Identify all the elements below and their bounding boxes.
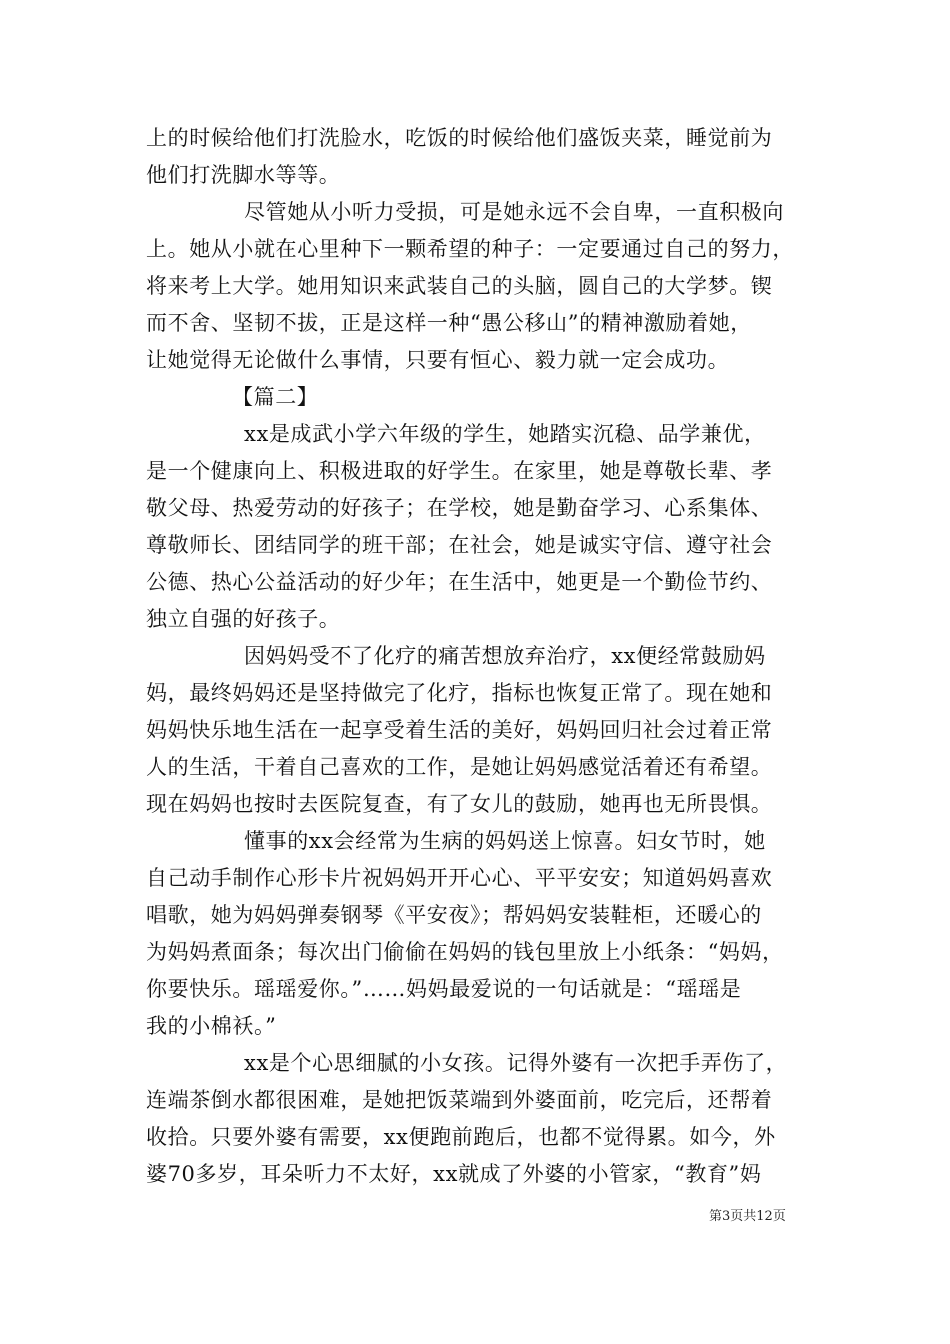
text-line: 唱歌，她为妈妈弹奏钢琴《平安夜》；帮妈妈安装鞋柜，还暖心的	[146, 903, 762, 927]
text-line: 妈，最终妈妈还是坚持做完了化疗，指标也恢复正常了。现在她和	[146, 681, 773, 705]
text-line: 婆70多岁，耳朵听力不太好，xx就成了外婆的小管家，“教育”妈	[146, 1162, 762, 1186]
text-line: 现在妈妈也按时去医院复查，有了女儿的鼓励，她再也无所畏惧。	[146, 792, 773, 816]
text-line: xx是成武小学六年级的学生，她踏实沉稳、品学兼优，	[244, 422, 766, 446]
section-heading: 【篇二】	[232, 385, 319, 409]
text-line: 而不舍、坚韧不拔，正是这样一种“愚公移山”的精神激励着她，	[146, 311, 752, 335]
text-line: 妈妈快乐地生活在一起享受着生活的美好，妈妈回归社会过着正常	[146, 718, 773, 742]
text-line: 尊敬师长、团结同学的班干部；在社会，她是诚实守信、遵守社会	[146, 533, 773, 557]
text-line: 人的生活，干着自己喜欢的工作，是她让妈妈感觉活着还有希望。	[146, 755, 773, 779]
text-line: 是一个健康向上、积极进取的好学生。在家里，她是尊敬长辈、孝	[146, 459, 773, 483]
text-line: 自己动手制作心形卡片祝妈妈开开心心、平平安安；知道妈妈喜欢	[146, 866, 773, 890]
text-line: xx是个心思细腻的小女孩。记得外婆有一次把手弄伤了，	[244, 1051, 788, 1075]
text-line: 我的小棉袄。”	[146, 1014, 277, 1038]
text-line: 尽管她从小听力受损，可是她永远不会自卑，一直积极向	[244, 200, 784, 224]
text-line: 独立自强的好孩子。	[146, 607, 341, 631]
text-line: 上的时候给他们打洗脸水，吃饭的时候给他们盛饭夹菜，睡觉前为	[146, 126, 773, 150]
text-line: 让她觉得无论做什么事情，只要有恒心、毅力就一定会成功。	[146, 348, 730, 372]
page-number-footer: 第3页共12页	[709, 1209, 786, 1224]
text-line: 懂事的xx会经常为生病的妈妈送上惊喜。妇女节时，她	[244, 829, 766, 853]
text-line: 因妈妈受不了化疗的痛苦想放弃治疗，xx便经常鼓励妈	[244, 644, 766, 668]
text-line: 为妈妈煮面条；每次出门偷偷在妈妈的钱包里放上小纸条：“妈妈，	[146, 940, 784, 964]
text-line: 公德、热心公益活动的好少年；在生活中，她更是一个勤俭节约、	[146, 570, 773, 594]
text-line: 收拾。只要外婆有需要，xx便跑前跑后，也都不觉得累。如今，外	[146, 1125, 776, 1149]
text-line: 将来考上大学。她用知识来武装自己的头脑，圆自己的大学梦。锲	[146, 274, 773, 298]
text-line: 连端茶倒水都很困难，是她把饭菜端到外婆面前，吃完后，还帮着	[146, 1088, 773, 1112]
text-line: 你要快乐。瑶瑶爱你。”……妈妈最爱说的一句话就是：“瑶瑶是	[146, 977, 742, 1001]
text-line: 上。她从小就在心里种下一颗希望的种子：一定要通过自己的努力，	[146, 237, 794, 261]
text-line: 敬父母、热爱劳动的好孩子；在学校，她是勤奋学习、心系集体、	[146, 496, 773, 520]
text-line: 他们打洗脚水等等。	[146, 163, 341, 187]
